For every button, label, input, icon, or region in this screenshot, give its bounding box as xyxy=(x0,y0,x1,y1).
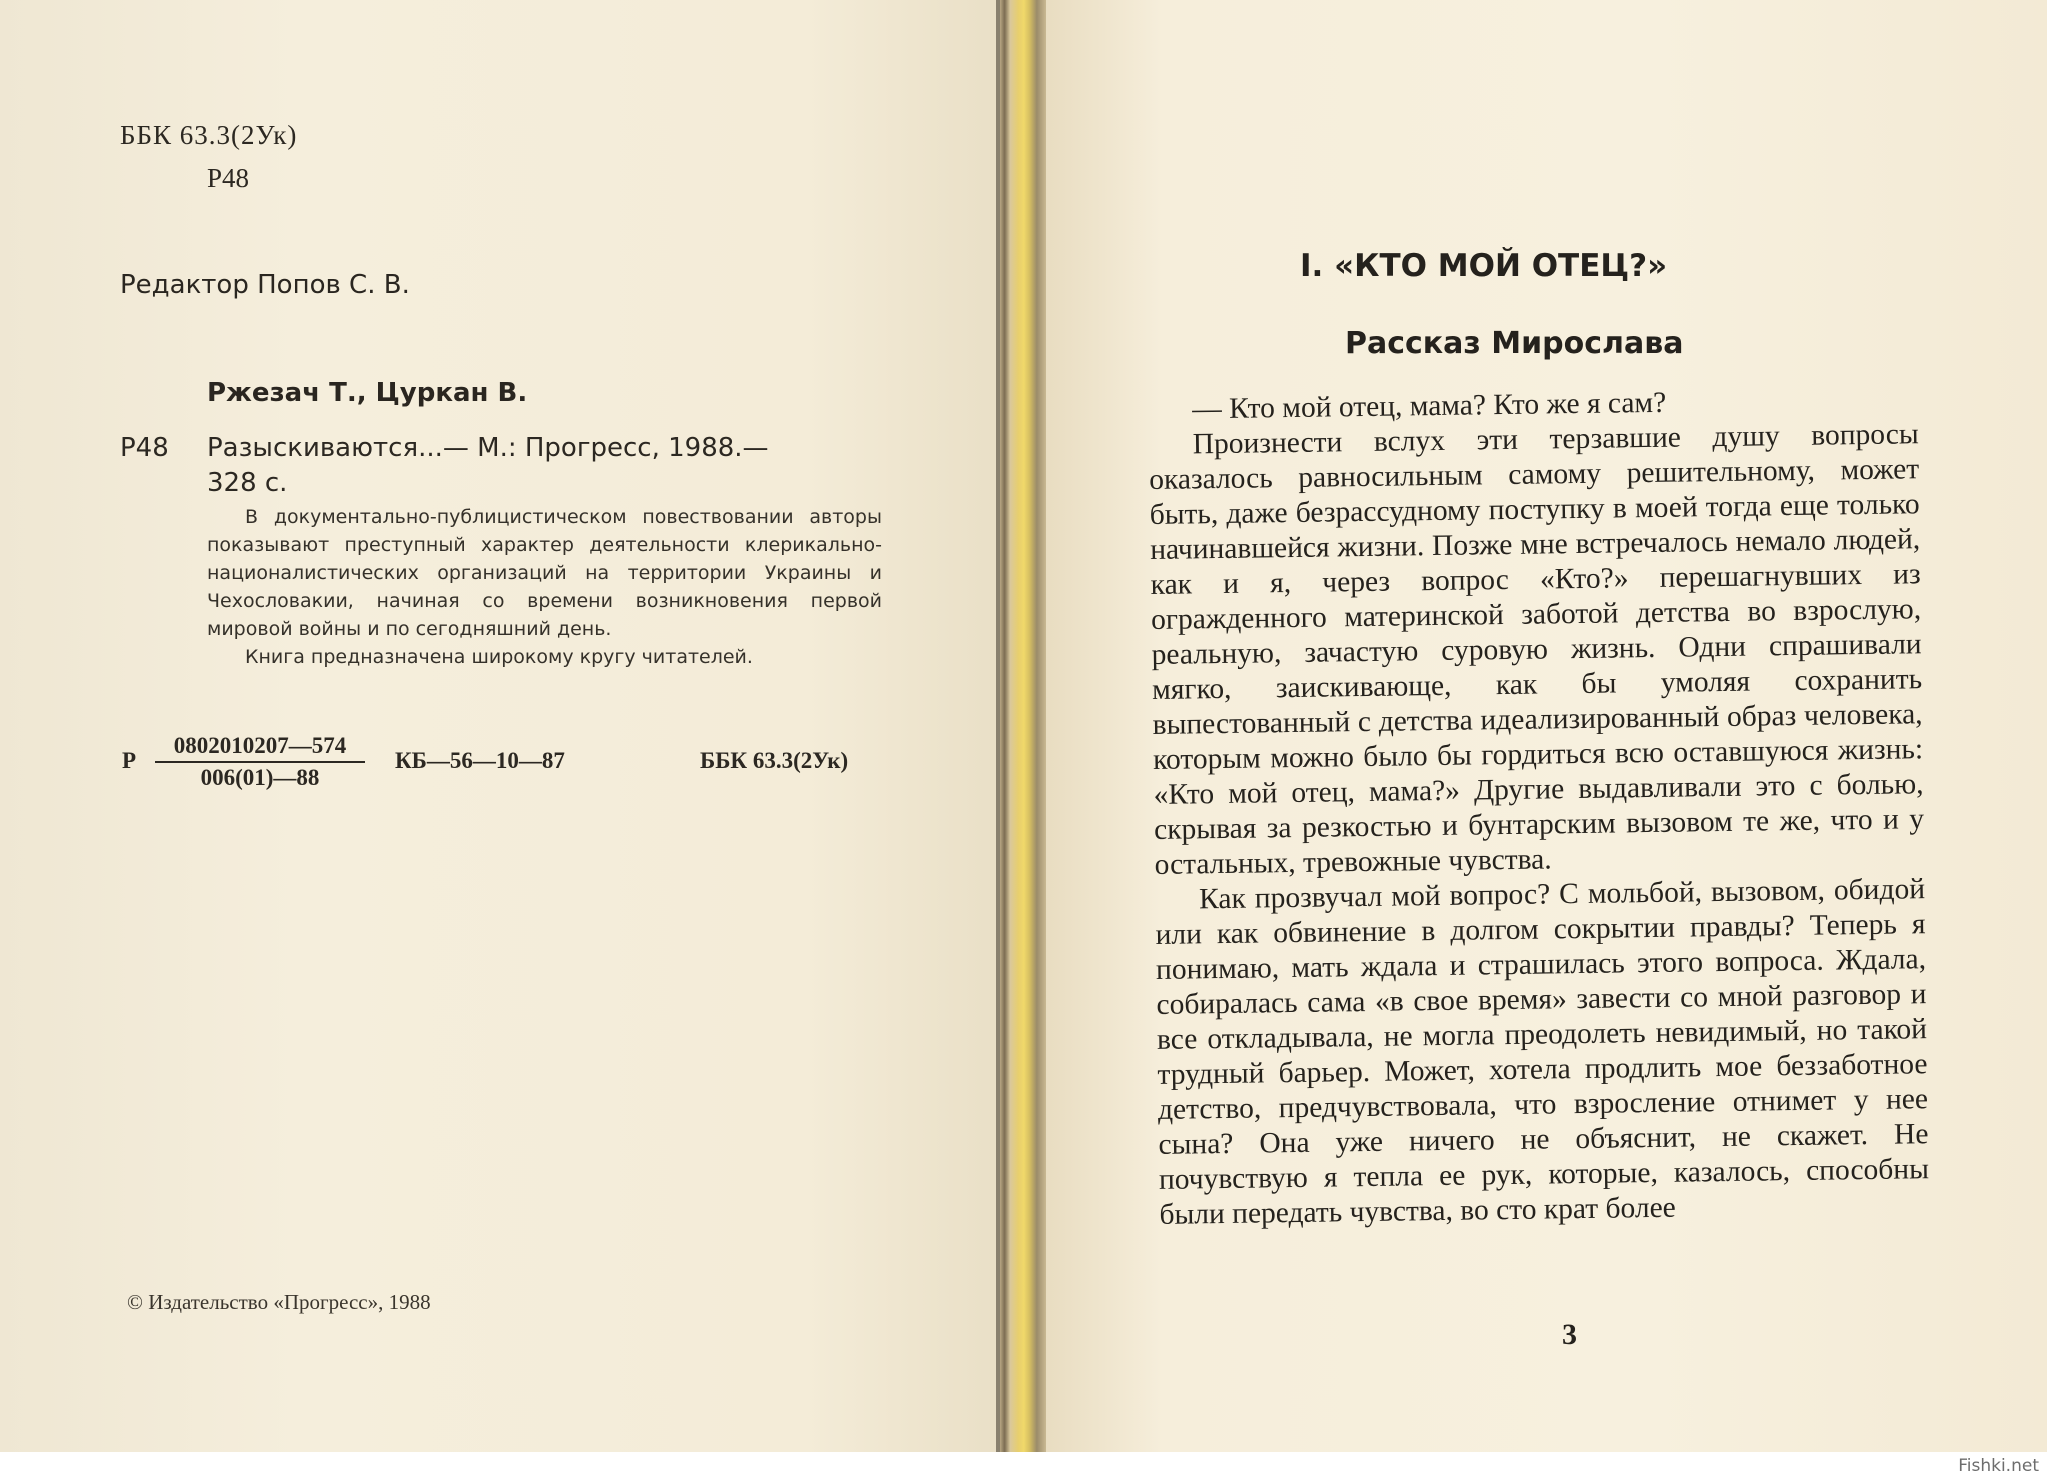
chapter-title: I. «КТО МОЙ ОТЕЦ?» xyxy=(1300,248,1668,284)
editor-credit: Редактор Попов С. В. xyxy=(120,270,410,300)
catalog-denominator: 006(01)—88 xyxy=(200,765,320,790)
bottom-strip xyxy=(0,1452,2047,1484)
catalog-fraction xyxy=(155,733,365,791)
bibliographic-entry: Разыскиваются...— М.: Прогресс, 1988.— xyxy=(207,433,769,463)
spine-shadow xyxy=(996,0,1000,1452)
bbk-code-top: ББК 63.3(2Ук) xyxy=(120,120,298,150)
author-mark-top: Р48 xyxy=(207,163,250,193)
catalog-prefix: Р xyxy=(122,748,137,773)
authors-heading: Ржезач Т., Цуркан В. xyxy=(207,378,528,408)
author-mark: Р48 xyxy=(120,433,169,463)
page-count: 328 с. xyxy=(207,468,288,498)
site-watermark: Fishki.net xyxy=(1958,1456,2039,1476)
body-paragraph: Как прозвучал мой вопрос? С мольбой, вызовом, обидой или как обвинение в долгом сокрытии правды? Теперь я понимаю, мать ждала и страшилась этого вопроса. Ждала, собиралась сама «в свое время» завести со мной разговор и все откладывала, не могла преодолеть невидимый, но такой трудный барьер. Может, хотела продлить мое беззаботное детство, предчувствовала, что взросление отнимет у нее сына? Она уже ничего не объяснит, не скажет. Не почувствую я тепла ее рук, которые, казалось, способны были передать чувства, во сто крат более xyxy=(1155,873,1930,1231)
catalog-numerator: 0802010207—574 xyxy=(155,733,365,763)
catalog-bbk-code: ББК 63.3(2Ук) xyxy=(700,748,849,773)
page-number: 3 xyxy=(1562,1318,1577,1351)
body-paragraph: — Кто мой отец, мама? Кто же я сам? xyxy=(1192,386,1667,426)
book-spine xyxy=(1000,0,1046,1452)
annotation-paragraph: Книга предназначена широкому кругу читателей. xyxy=(245,646,753,668)
story-title: Рассказ Мирослава xyxy=(1345,326,1684,361)
chapter-body xyxy=(1148,382,1930,1233)
copyright-notice: © Издательство «Прогресс», 1988 xyxy=(127,1290,431,1314)
body-paragraph: Произнести вслух эти терзавшие душу вопросы оказалось равносильным самому решительному, может быть, даже безрассудному поступку в моей тогда еще только начинавшейся жизни. Позже мне встречалось немало людей, как и я, через вопрос «Кто?» перешагнувших из огражденного материнской заботой детства во взрослую, реальную, зачастую суровую жизнь. Одни спрашивали мягко, заискивающе, как бы умоляя сохранить выпестованный с детства идеализированный образ человека, которым можно было бы гордиться всю оставшуюся жизнь: «Кто мой отец, мама?» Другие выдавливали это с болью, скрывая за резкостью и бунтарским вызовом те же, что и у остальных, тревожные чувства. xyxy=(1148,418,1925,881)
catalog-kb-code: КБ—56—10—87 xyxy=(395,748,565,773)
annotation-paragraph: В документально-публицистическом повествовании авторы показывают преступный характер деятельности клерикально-националистических организаций на территории Украины и Чехословакии, начиная со времени возникновения первой мировой войны и по сегодняшний день. xyxy=(207,506,882,640)
left-page xyxy=(0,0,1005,1452)
annotation-block xyxy=(207,503,882,671)
